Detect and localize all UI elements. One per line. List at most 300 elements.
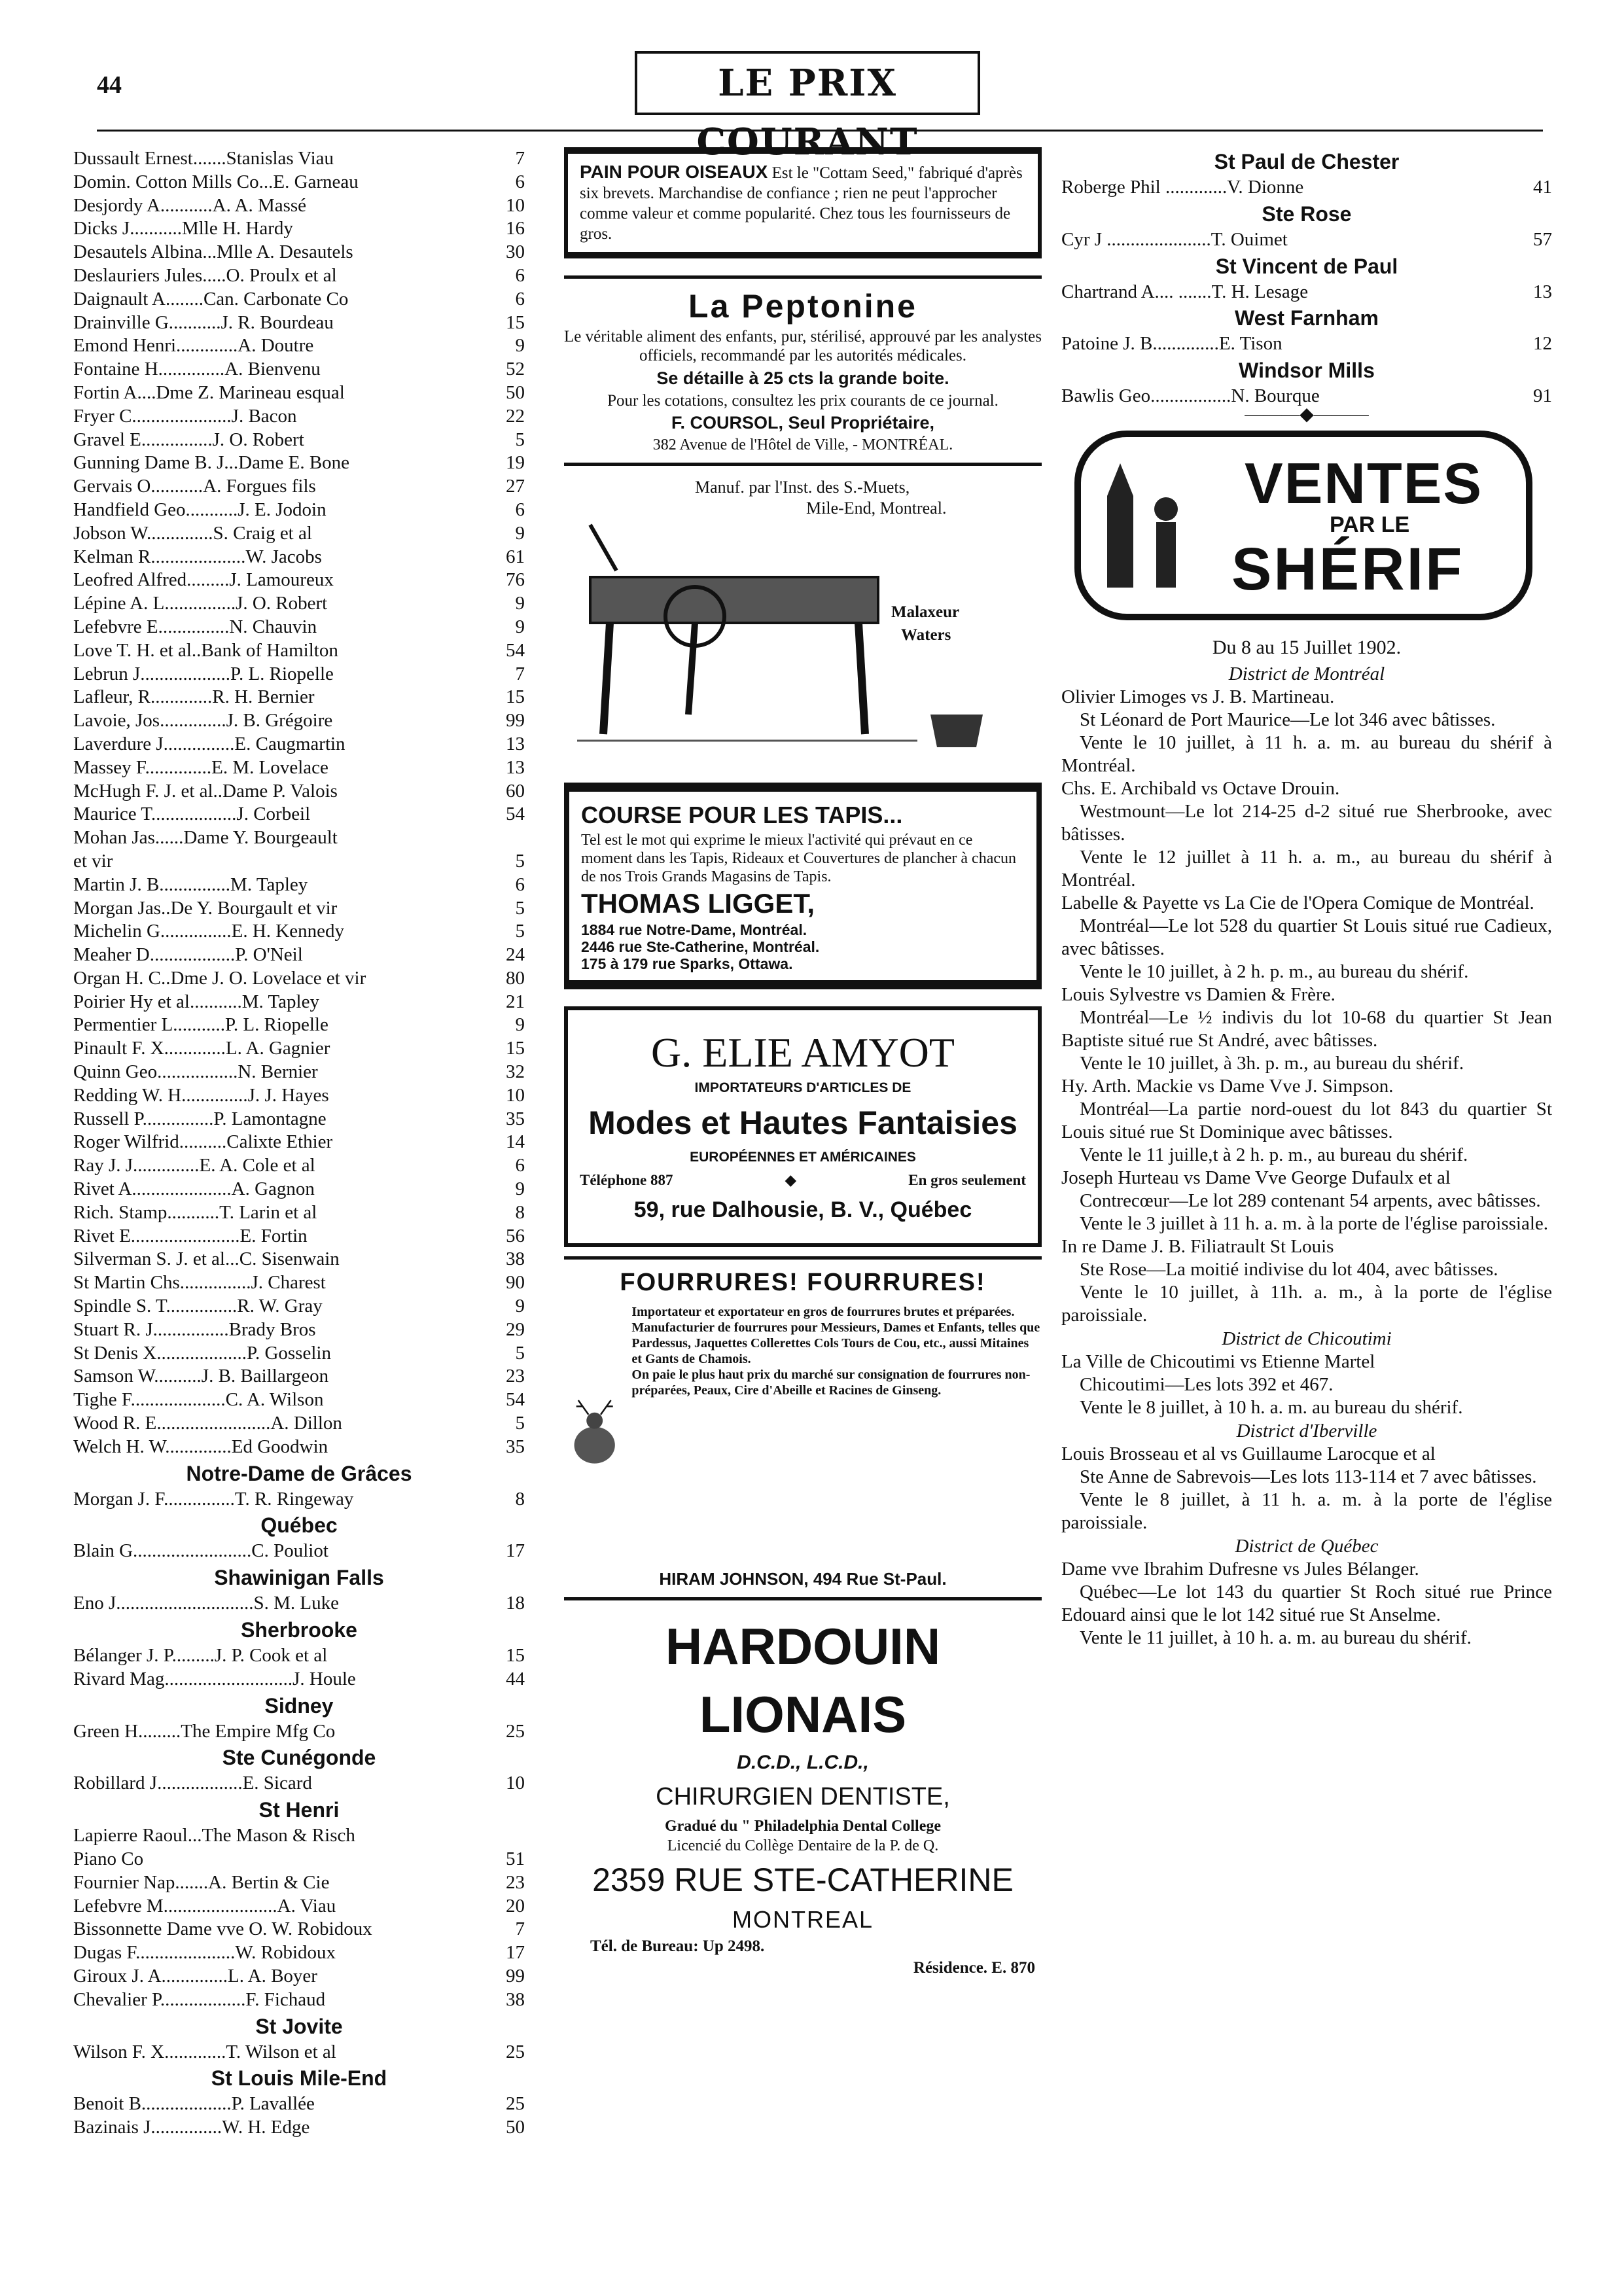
ad-dentiste-tel: Tél. de Bureau: Up 2498. xyxy=(590,1937,765,1955)
place-heading: Sherbrooke xyxy=(241,1618,357,1642)
case-parties: Chs. E. Archibald vs Octave Drouin. xyxy=(1061,777,1340,799)
list-row xyxy=(73,616,525,639)
list-row xyxy=(73,1388,525,1412)
sale-detail: Vente le 10 juillet, à 2 h. p. m., au bureau du shérif. xyxy=(1080,961,1469,982)
row-name: Bawlis Geo.................N. Bourque xyxy=(1061,385,1320,407)
row-qty: 23 xyxy=(506,1366,525,1387)
list-row xyxy=(73,1412,525,1436)
list-row xyxy=(73,2116,525,2140)
ad-amyot-big: Modes et Hautes Fantaisies xyxy=(588,1104,1017,1141)
row-name: Jobson W..............S. Craig et al xyxy=(73,522,312,544)
row-qty: 38 xyxy=(506,1988,525,2010)
list-row xyxy=(73,1965,525,1988)
ad-amyot-sub: IMPORTATEURS D'ARTICLES DE xyxy=(694,1080,911,1095)
list-row xyxy=(73,991,525,1014)
row-name: Stuart R. J................Brady Bros xyxy=(73,1318,316,1340)
list-row xyxy=(73,194,525,218)
row-qty: 25 xyxy=(506,1720,525,1742)
ad-amyot-name: G. ELIE AMYOT xyxy=(651,1029,955,1076)
list-row xyxy=(73,1154,525,1178)
row-qty: 10 xyxy=(506,1773,525,1794)
ad-fourrures-text2: On paie le plus haut prix du marché sur consignation de fourrures non-préparées, Peaux, Cire d'Abeille et Racines de Ginseng. xyxy=(631,1368,1031,1398)
list-row xyxy=(73,1824,525,1848)
row-qty: 5 xyxy=(515,1342,525,1364)
row-name: Permentier L...........P. L. Riopelle xyxy=(73,1014,328,1036)
list-row xyxy=(73,897,525,921)
ornament-divider: ———◆——— xyxy=(1245,404,1369,425)
district-heading: District de Québec xyxy=(1235,1535,1379,1557)
row-name: Ray J. J..............E. A. Cole et al xyxy=(73,1155,315,1176)
creditor-list xyxy=(73,147,525,1459)
row-name: Kelman R....................W. Jacobs xyxy=(73,546,322,567)
row-name: Tighe F....................C. A. Wilson xyxy=(73,1389,324,1411)
row-qty: 9 xyxy=(515,593,525,614)
list-row xyxy=(73,1108,525,1131)
ad-tapis-addr2: 2446 rue Ste-Catherine, Montréal. xyxy=(581,938,820,955)
row-name: Cyr J ......................T. Ouimet xyxy=(1061,228,1288,250)
row-qty: 50 xyxy=(506,381,525,403)
row-qty: 6 xyxy=(515,874,525,895)
sale-detail: Vente le 10 juillet, à 11 h. a. m. au bureau du shérif à Montréal. xyxy=(1061,732,1552,776)
case-parties: Hy. Arth. Mackie vs Dame Vve J. Simpson. xyxy=(1061,1075,1394,1097)
place-heading: Notre-Dame de Grâces xyxy=(186,1461,412,1485)
list-row xyxy=(73,663,525,686)
row-qty: 9 xyxy=(515,335,525,357)
list-row xyxy=(73,1540,525,1563)
row-name: Samson W..........J. B. Baillargeon xyxy=(73,1366,329,1387)
row-qty: 13 xyxy=(506,733,525,754)
row-qty: 6 xyxy=(515,264,525,286)
ad-pain-oiseaux xyxy=(564,147,1042,258)
row-name: et vir xyxy=(73,850,113,872)
row-name: Patoine J. B..............E. Tison xyxy=(1061,333,1282,355)
diamond-icon: ◆ xyxy=(785,1172,797,1188)
sherif-par-le: PAR LE xyxy=(1330,512,1410,537)
ad-dentiste-addr: 2359 RUE STE-CATHERINE xyxy=(592,1862,1014,1898)
ad-elie-amyot xyxy=(564,1006,1042,1247)
case-parties: Joseph Hurteau vs Dame Vve George Dufaulx et al xyxy=(1061,1167,1451,1188)
list-row xyxy=(73,1436,525,1459)
row-qty: 54 xyxy=(506,639,525,661)
list-row xyxy=(73,2093,525,2116)
row-name: Handfield Geo...........J. E. Jodoin xyxy=(73,499,327,520)
row-qty: 9 xyxy=(515,616,525,637)
ad-dentiste-deg: D.C.D., L.C.D., xyxy=(737,1752,869,1773)
row-name: Silverman S. J. et al...C. Sisenwain xyxy=(73,1248,340,1270)
row-qty: 6 xyxy=(515,1155,525,1176)
list-row xyxy=(73,1772,525,1795)
column-1-list xyxy=(73,147,525,2140)
row-name: Gravel E...............J. O. Robert xyxy=(73,429,304,450)
ad-malaxeur xyxy=(564,463,1042,773)
list-row xyxy=(73,499,525,522)
place-heading: Sidney xyxy=(264,1693,334,1718)
row-name: Lefebvre E...............N. Chauvin xyxy=(73,616,317,637)
list-row xyxy=(1061,228,1552,252)
place-heading: St Paul de Chester xyxy=(1214,150,1400,173)
row-name: Organ H. C..Dme J. O. Lovelace et vir xyxy=(73,967,366,989)
list-row xyxy=(73,826,525,850)
row-qty: 15 xyxy=(506,1645,525,1667)
sherif-ventes: VENTES xyxy=(1245,450,1483,516)
row-qty: 9 xyxy=(515,1296,525,1317)
ad-peptonine-price: Se détaille à 25 cts la grande boite. xyxy=(656,368,949,388)
district-heading: District d'Iberville xyxy=(1236,1420,1377,1441)
list-row xyxy=(73,686,525,709)
case-parties: Labelle & Payette vs La Cie de l'Opera Comique de Montréal. xyxy=(1061,892,1534,913)
row-qty: 6 xyxy=(515,499,525,520)
list-row xyxy=(73,1895,525,1918)
malaxeur-label1: Malaxeur xyxy=(891,603,960,621)
case-parties: Louis Sylvestre vs Damien & Frère. xyxy=(1061,983,1335,1005)
district-heading: District de Chicoutimi xyxy=(1222,1328,1392,1349)
list-row xyxy=(73,944,525,967)
row-name: Wilson F. X.............T. Wilson et al xyxy=(73,2041,336,2062)
row-name: Green H.........The Empire Mfg Co xyxy=(73,1720,336,1742)
sale-detail: Vente le 12 juillet à 11 h. a. m., au bureau du shérif à Montréal. xyxy=(1061,846,1552,891)
row-qty: 76 xyxy=(506,569,525,591)
row-name: Laverdure J...............E. Caugmartin xyxy=(73,733,345,754)
row-qty: 57 xyxy=(1533,228,1552,250)
row-qty: 13 xyxy=(506,756,525,778)
row-name: Gervais O...........A. Forgues fils xyxy=(73,476,316,497)
row-qty: 25 xyxy=(506,2093,525,2115)
row-name: Fryer C.....................J. Bacon xyxy=(73,405,297,427)
list-row xyxy=(73,709,525,733)
ad-peptonine-address: 382 Avenue de l'Hôtel de Ville, - MONTRÉAL. xyxy=(652,436,953,453)
row-name: Emond Henri.............A. Doutre xyxy=(73,335,314,357)
row-qty: 15 xyxy=(506,311,525,333)
list-row xyxy=(73,1131,525,1154)
row-qty: 13 xyxy=(1533,281,1552,302)
row-qty: 35 xyxy=(506,1436,525,1457)
row-name: Lavoie, Jos..............J. B. Grégoire xyxy=(73,710,333,732)
row-qty: 9 xyxy=(515,1178,525,1200)
row-qty: 6 xyxy=(515,171,525,192)
list-row xyxy=(73,1201,525,1225)
ad-peptonine-text: Le véritable aliment des enfants, pur, stérilisé, approuvé par les analystes officiels, recommandé par les autorités médicales. xyxy=(564,328,1042,364)
row-qty: 90 xyxy=(506,1272,525,1294)
ad-thomas-ligget xyxy=(564,783,1042,989)
row-name: Robillard J..................E. Sicard xyxy=(73,1773,312,1794)
row-qty: 29 xyxy=(506,1318,525,1340)
row-qty: 5 xyxy=(515,897,525,919)
place-heading: Ste Cunégonde xyxy=(222,1746,376,1770)
sale-detail: Vente le 10 juillet, à 11h. a. m., à la porte de l'église paroissiale. xyxy=(1061,1281,1552,1326)
list-row xyxy=(73,1941,525,1965)
ad-fourrures-title: FOURRURES! FOURRURES! xyxy=(620,1269,986,1296)
page-number: 44 xyxy=(97,71,122,99)
row-qty: 54 xyxy=(506,1389,525,1411)
row-name: Morgan Jas..De Y. Bourgault et vir xyxy=(73,897,338,919)
row-name: Fournier Nap.......A. Bertin & Cie xyxy=(73,1871,330,1893)
ad-tapis-title: COURSE POUR LES TAPIS... xyxy=(581,802,903,828)
list-row xyxy=(73,733,525,756)
row-name: Dicks J...........Mlle H. Hardy xyxy=(73,218,293,239)
row-qty: 17 xyxy=(506,1942,525,1964)
sale-detail: Vente le 11 juillet, à 10 h. a. m. au bureau du shérif. xyxy=(1080,1627,1472,1648)
case-parties: Dame vve Ibrahim Dufresne vs Jules Bélanger. xyxy=(1061,1558,1419,1580)
place-heading: Shawinigan Falls xyxy=(214,1566,384,1590)
list-row xyxy=(1061,176,1552,200)
row-qty: 10 xyxy=(506,1084,525,1106)
list-row xyxy=(73,1342,525,1366)
row-qty: 27 xyxy=(506,476,525,497)
list-row xyxy=(73,381,525,405)
list-row xyxy=(73,451,525,475)
row-qty: 5 xyxy=(515,429,525,450)
list-row xyxy=(73,803,525,826)
row-name: Dugas F.....................W. Robidoux xyxy=(73,1942,336,1964)
ad-amyot-phone: Téléphone 887 xyxy=(580,1172,673,1188)
list-row xyxy=(73,334,525,358)
row-name: Leofred Alfred.........J. Lamoureux xyxy=(73,569,334,591)
list-row xyxy=(73,1318,525,1342)
row-qty: 52 xyxy=(506,359,525,380)
row-qty: 9 xyxy=(515,1014,525,1036)
ad-fourrures-owner: HIRAM JOHNSON, 494 Rue St-Paul. xyxy=(659,1569,947,1589)
list-row xyxy=(73,639,525,663)
header-rule xyxy=(97,130,1543,132)
locality-sections-col3 xyxy=(1061,147,1552,408)
row-name: Quinn Geo.................N. Bernier xyxy=(73,1061,318,1083)
row-qty: 99 xyxy=(506,710,525,732)
ad-fourrures xyxy=(564,1256,1042,1592)
ad-fourrures-text: Importateur et exportateur en gros de fourrures brutes et préparées. Manufacturier de fourrures pour Messieurs, Dames et Enfants, telles que Pardessus, Jaquettes Collerettes Cols Tours de Cou, etc., aussi Mitaines et Gants de Chamois. xyxy=(631,1305,1040,1366)
row-qty: 22 xyxy=(506,405,525,427)
ad-dentiste-l2: Licencié du Collège Dentaire de la P. de Q. xyxy=(667,1837,939,1854)
sale-detail: Ste Rose—La moitié indivise du lot 404, avec bâtisses. xyxy=(1080,1258,1498,1280)
row-name: Bélanger J. P.........J. P. Cook et al xyxy=(73,1645,328,1667)
stag-illustration xyxy=(564,1304,625,1566)
place-heading: St Vincent de Paul xyxy=(1215,254,1398,278)
list-row xyxy=(73,1592,525,1616)
sheriff-sale-listings xyxy=(1061,662,1552,1650)
row-qty: 30 xyxy=(506,241,525,263)
list-row xyxy=(73,241,525,264)
row-name: Massey F..............E. M. Lovelace xyxy=(73,756,328,778)
ad-dentiste-res: Résidence. E. 870 xyxy=(913,1959,1035,1977)
ad-amyot-contact xyxy=(580,1167,1026,1193)
row-name: Mohan Jas......Dame Y. Bourgeault xyxy=(73,827,338,849)
row-name: Bissonnette Dame vve O. W. Robidoux xyxy=(73,1918,372,1940)
list-row xyxy=(73,405,525,429)
row-name: Bazinais J...............W. H. Edge xyxy=(73,2117,310,2138)
place-heading: St Jovite xyxy=(255,2014,343,2038)
row-qty: 51 xyxy=(506,1848,525,1869)
sherif-dates: Du 8 au 15 Juillet 1902. xyxy=(1212,636,1402,658)
row-qty: 32 xyxy=(506,1061,525,1083)
row-name: Dussault Ernest.......Stanislas Viau xyxy=(73,148,334,169)
row-qty: 16 xyxy=(506,218,525,239)
sheriff-sale-illustration xyxy=(1101,457,1199,594)
case-parties: Olivier Limoges vs J. B. Martineau. xyxy=(1061,686,1335,707)
row-name: McHugh F. J. et al..Dame P. Valois xyxy=(73,780,338,802)
sale-detail: Vente le 8 juillet, à 11 h. a. m. à la porte de l'église paroissiale. xyxy=(1061,1489,1552,1533)
sherif-sherif: SHÉRIF xyxy=(1231,535,1464,603)
ad-amyot-gros: En gros seulement xyxy=(908,1172,1026,1188)
ad-peptonine-title: La Peptonine xyxy=(688,288,917,325)
row-name: Blain G.........................C. Pouliot xyxy=(73,1540,328,1562)
row-qty: 50 xyxy=(506,2117,525,2138)
row-qty: 56 xyxy=(506,1225,525,1246)
list-row xyxy=(73,171,525,194)
sale-detail: Vente le 8 juillet, à 10 h. a. m. au bureau du shérif. xyxy=(1080,1396,1463,1418)
list-row xyxy=(73,1178,525,1201)
row-name: Wood R. E........................A. Dillon xyxy=(73,1413,342,1434)
row-name: Deslauriers Jules.....O. Proulx et al xyxy=(73,264,337,286)
row-qty: 18 xyxy=(506,1593,525,1614)
row-name: Redding W. H..............J. J. Hayes xyxy=(73,1084,329,1106)
row-qty: 21 xyxy=(506,991,525,1012)
place-heading: Windsor Mills xyxy=(1239,359,1375,383)
sale-detail: Montréal—Le ½ indivis du lot 10-68 du quartier St Jean Baptiste situé rue St André, avec bâtisses. xyxy=(1061,1006,1552,1051)
row-qty: 9 xyxy=(515,522,525,544)
sale-detail: St Léonard de Port Maurice—Le lot 346 avec bâtisses. xyxy=(1080,709,1496,730)
row-qty: 12 xyxy=(1533,333,1552,355)
row-name: Giroux J. A..............L. A. Boyer xyxy=(73,1965,317,1987)
row-name: Rich. Stamp...........T. Larin et al xyxy=(73,1201,317,1223)
list-row xyxy=(73,358,525,381)
row-qty: 10 xyxy=(506,194,525,216)
row-name: Benoit B...................P. Lavallée xyxy=(73,2093,315,2115)
list-row xyxy=(73,1271,525,1295)
row-qty: 25 xyxy=(506,2041,525,2062)
list-row xyxy=(73,756,525,780)
list-row xyxy=(73,1037,525,1061)
row-qty: 23 xyxy=(506,1871,525,1893)
list-row xyxy=(73,967,525,991)
list-row xyxy=(73,1084,525,1108)
ad-amyot-addr: 59, rue Dalhousie, B. V., Québec xyxy=(633,1197,972,1222)
row-name: Rivet A.....................A. Gagnon xyxy=(73,1178,315,1200)
row-name: Michelin G...............E. H. Kennedy xyxy=(73,921,344,942)
row-qty: 17 xyxy=(506,1540,525,1562)
row-qty: 5 xyxy=(515,850,525,872)
row-qty: 35 xyxy=(506,1108,525,1129)
row-name: Piano Co xyxy=(73,1848,144,1869)
row-qty: 15 xyxy=(506,686,525,708)
row-qty: 61 xyxy=(506,546,525,567)
list-row xyxy=(1061,332,1552,356)
ad-tapis-addr1: 1884 rue Notre-Dame, Montréal. xyxy=(581,921,807,938)
row-name: Maurice T..................J. Corbeil xyxy=(73,804,311,825)
malaxeur-machine-illustration xyxy=(577,518,1029,767)
list-row xyxy=(73,780,525,804)
sale-detail: Ste Anne de Sabrevois—Les lots 113-114 et 7 avec bâtisses. xyxy=(1080,1466,1537,1487)
list-row xyxy=(73,2041,525,2064)
row-name: Spindle S. T...............R. W. Gray xyxy=(73,1296,323,1317)
row-name: Roberge Phil .............V. Dionne xyxy=(1061,177,1304,198)
row-qty: 8 xyxy=(515,1201,525,1223)
ad-oiseaux-title: PAIN POUR OISEAUX xyxy=(580,162,768,182)
row-name: Love T. H. et al..Bank of Hamilton xyxy=(73,639,338,661)
row-name: Desjordy A...........A. A. Massé xyxy=(73,194,307,216)
list-row xyxy=(73,1918,525,1941)
list-row xyxy=(73,1225,525,1248)
row-name: Roger Wilfrid..........Calixte Ethier xyxy=(73,1131,333,1153)
row-name: Daignault A........Can. Carbonate Co xyxy=(73,288,349,309)
list-row xyxy=(73,592,525,616)
district-heading: District de Montréal xyxy=(1228,663,1385,684)
list-row xyxy=(73,1014,525,1037)
row-name: Poirier Hy et al...........M. Tapley xyxy=(73,991,319,1012)
ad-tapis-addr3: 175 à 179 rue Sparks, Ottawa. xyxy=(581,955,793,972)
malaxeur-line2: Mile-End, Montreal. xyxy=(806,499,947,518)
row-name: Lépine A. L...............J. O. Robert xyxy=(73,593,328,614)
column-2-ads xyxy=(564,147,1042,1979)
sale-detail: Westmount—Le lot 214-25 d-2 situé rue Sherbrooke, avec bâtisses. xyxy=(1061,800,1552,845)
ad-oiseaux-text: Est le "Cottam Seed," fabriqué d'après six brevets. Marchandise de confiance ; rien ne peut l'approcher comme valeur et comme popularité. Chez tous les fournisseurs de gros. xyxy=(580,164,1023,243)
sale-detail: Montréal—La partie nord-ouest du lot 843 du quartier St Louis situé rue St Dominique avec bâtisses. xyxy=(1061,1098,1552,1142)
row-name: Morgan J. F...............T. R. Ringeway xyxy=(73,1488,354,1510)
list-row xyxy=(73,1720,525,1744)
list-row xyxy=(73,546,525,569)
sale-detail: Québec—Le lot 143 du quartier St Roch situé rue Prince Edouard ainsi que le lot 142 situé rue St Anselme. xyxy=(1061,1581,1552,1625)
list-row xyxy=(73,475,525,499)
masthead-logo: LE PRIX COURANT xyxy=(635,51,980,115)
row-name: Martin J. B...............M. Tapley xyxy=(73,874,308,895)
case-parties: Louis Brosseau et al vs Guillaume Larocque et al xyxy=(1061,1443,1436,1464)
case-parties: In re Dame J. B. Filiatrault St Louis xyxy=(1061,1235,1334,1257)
row-name: Lapierre Raoul...The Mason & Risch xyxy=(73,1825,355,1846)
row-qty: 20 xyxy=(506,1895,525,1916)
list-row xyxy=(73,311,525,335)
list-row xyxy=(73,1295,525,1318)
row-qty: 7 xyxy=(515,148,525,169)
row-name: Desautels Albina...Mlle A. Desautels xyxy=(73,241,353,263)
row-name: Lebrun J...................P. L. Riopelle xyxy=(73,663,334,684)
ad-dentiste xyxy=(564,1597,1042,1979)
row-name: Chartrand A.... .......T. H. Lesage xyxy=(1061,281,1309,302)
row-qty: 15 xyxy=(506,1038,525,1059)
list-row xyxy=(73,264,525,288)
row-name: Eno J.............................S. M. Luke xyxy=(73,1593,339,1614)
sale-detail: Vente le 3 juillet à 11 h. a. m. à la porte de l'église paroissiale. xyxy=(1080,1212,1549,1234)
row-qty: 7 xyxy=(515,1918,525,1940)
list-row xyxy=(73,1488,525,1511)
ad-dentiste-title: CHIRURGIEN DENTISTE, xyxy=(656,1783,950,1810)
row-name: Russell P...............P. Lamontagne xyxy=(73,1108,327,1129)
row-qty: 14 xyxy=(506,1131,525,1153)
list-row xyxy=(73,522,525,546)
row-qty: 41 xyxy=(1533,177,1552,198)
list-row xyxy=(73,429,525,452)
row-name: Domin. Cotton Mills Co...E. Garneau xyxy=(73,171,359,192)
row-name: St Denis X...................P. Gosselin xyxy=(73,1342,331,1364)
place-heading: St Louis Mile-End xyxy=(211,2066,387,2091)
sale-detail: Vente le 10 juillet, à 3h. p. m., au bureau du shérif. xyxy=(1080,1052,1464,1074)
list-row xyxy=(73,569,525,592)
ventes-par-le-sherif-banner xyxy=(1074,431,1532,620)
row-name: Rivard Mag...........................J. Houle xyxy=(73,1668,356,1689)
ad-tapis-text: Tel est le mot qui exprime le mieux l'activité qui prévaut en ce moment dans les Tapis, Rideaux et Couvertures de plancher à chacun de nos Trois Grands Magasins de Tapis. xyxy=(581,832,1017,885)
row-name: Drainville G...........J. R. Bourdeau xyxy=(73,311,334,333)
sale-detail: Chicoutimi—Les lots 392 et 467. xyxy=(1080,1373,1334,1395)
row-qty: 5 xyxy=(515,1413,525,1434)
row-name: Lefebvre M........................A. Viau xyxy=(73,1895,336,1916)
row-name: Gunning Dame B. J...Dame E. Bone xyxy=(73,452,350,474)
place-heading: Ste Rose xyxy=(1262,202,1352,226)
row-qty: 38 xyxy=(506,1248,525,1270)
place-heading: Québec xyxy=(260,1513,338,1538)
list-row xyxy=(73,874,525,897)
column-3 xyxy=(1061,147,1552,1650)
list-row xyxy=(73,920,525,944)
row-name: Rivet E.......................E. Fortin xyxy=(73,1225,308,1246)
list-row xyxy=(73,1988,525,2012)
malaxeur-label2: Waters xyxy=(901,626,951,644)
